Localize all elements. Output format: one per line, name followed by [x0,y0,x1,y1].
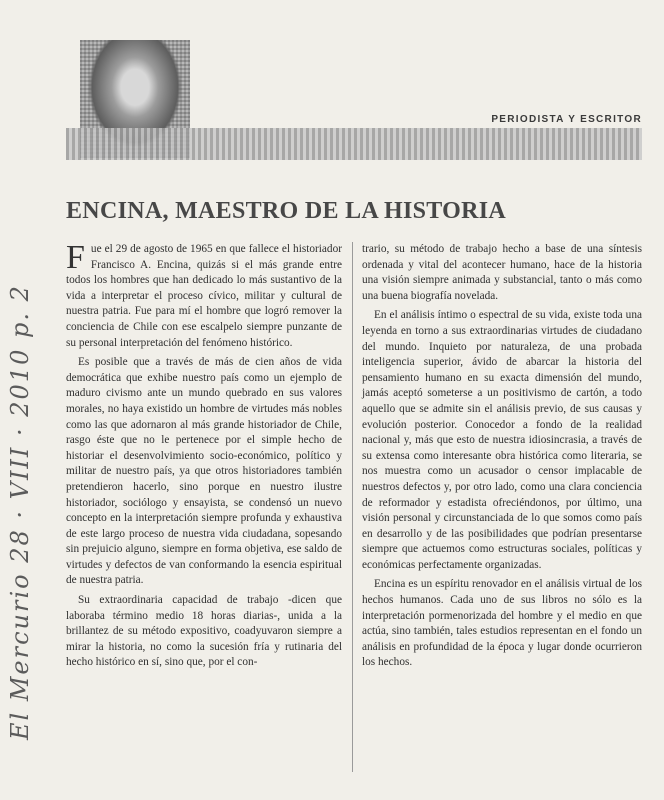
paragraph-5: En el análisis íntimo o espectral de su vida, existe toda una leyenda en torno a sus extraordinarias virtudes de ciudadano del mundo. Inquieto por naturaleza, de una probada inteligencia superior, ávido de abarcar la historia del pensamiento humano en su exacta dimensión del mundo, jamás aceptó someterse a un positivismo de cartón, a todo aquello que se admite sin el análisis previo, de sus causas y evolución posterior. Conocedor a fondo de la realidad nacional y, más que esto de nuestra idiosincrasia, a través de su extensa como interesante obra histórica como literaria, se nos muestra como un acusador o censor implacable de nuestros defectos y, por otro lado, como una clara conciencia de reformador y estadista ofreciéndonos, por último, una visión personal y circunstanciada de lo que somos como país en desarrollo y de las posibilidades que podrían presentarse siempre que actuemos como estructuras sociales, políticas y económicas perfectamente organizadas. [362,309,642,571]
paragraph-1-text: ue el 29 de agosto de 1965 en que fallece el historiador Francisco A. Encina, quizás si el más grande entre todos los hombres que han dedicado lo más sustantivo de la vida a interpretar el proceso cívico, militar y cultural de nuestra patria. Fue para mí el hombre que logró remover la conciencia de Chile con ese escalpelo siempre punzante de su personal interpretación del fenómeno histórico. [66,243,342,349]
paragraph-4: trario, su método de trabajo hecho a base de una síntesis ordenada y vital del acontecer humano, hace de la historia una visión siempre animada y substancial, tanto o más como una buena biografía novelada. [362,243,642,302]
paragraph-2: Es posible que a través de más de cien años de vida democrática que exhibe nuestro país como un ejemplo de maduro civismo ante un mundo quebrado en sus valores morales, no haya existido un hombre de virtudes más nobles como las que adornaron al más grande historiador de Chile, rasgo éste que no le pertenece por el simple hecho de historiar el desenvolvimiento socio-económico, político y militar de nuestro país, ya que otros historiadores también pretendieron hacerlo, sino porque en nuestro ilustre historiador, sociólogo y ensayista, se condensó un nuevo concepto en la interpretación siempre profunda y exhaustiva de este largo proceso de nuestra vida ciudadana, sopesando sin prejuicio alguno, siempre en forma objetiva, ese saldo de virtudes y defectos de van conformando la esencia espiritual de nuestra patria. [66,356,342,587]
header-band [66,128,642,160]
headline: ENCINA, MAESTRO DE LA HISTORIA [66,198,506,224]
handwritten-source-note: El Mercurio 28 · VIII · 2010 p. 2 [6,284,34,740]
article-column-left [66,239,342,675]
paragraph-6: Encina es un espíritu renovador en el análisis virtual de los hechos humanos. Cada uno de sus libros no sólo es la interpretación pormenorizada del hombre y el medio en que actúa, sino también, tales estudios representan en el fondo un análisis en profundidad de la época y lugar donde ocurrieron los hechos. [362,578,642,669]
column-divider [352,242,353,772]
paragraph-1 [66,239,342,351]
paragraph-3: Su extraordinaria capacidad de trabajo -dicen que laboraba término medio 18 horas diarias-, unida a la brillantez de su método expositivo, coadyuvaron siempre a mirar la historia, no como la sucesión fría y rutinaria del hecho histórico en sí, sino que, por el con- [66,594,342,669]
section-label: PERIODISTA Y ESCRITOR [491,114,642,125]
drop-cap: F [66,239,85,276]
article-column-right [362,242,642,675]
